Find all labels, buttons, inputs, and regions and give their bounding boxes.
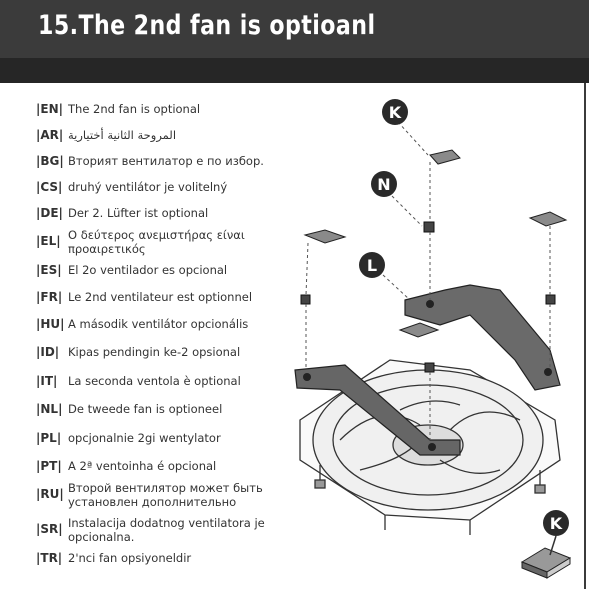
lang-code: |DE| [36,206,63,220]
lang-row-ru [36,481,296,509]
label-l-text: L [366,256,378,275]
label-k-bottom-text: K [549,514,563,533]
lang-code: |ES| [36,263,62,277]
lang-code: |EL| [36,234,61,248]
header-band [0,58,589,83]
lang-row-es [36,263,296,277]
label-k-bottom [543,510,569,536]
lang-row-de [36,206,296,220]
lang-text: The 2nd fan is optional [68,102,201,116]
label-k-top [382,99,408,125]
lang-text: opcjonalnie 2gi wentylator [68,431,221,445]
lang-row-el [36,228,296,256]
lang-code: |HU| [36,317,65,331]
lang-text: A második ventilátor opcionális [68,317,249,331]
label-n [371,171,397,197]
lang-code: |AR| [36,128,64,142]
lang-text: Der 2. Lüfter ist optional [68,206,209,220]
title-bar [0,0,589,58]
lang-row-tr [36,551,296,565]
lang-code: |NL| [36,402,63,416]
lang-row-ar [36,128,296,142]
lang-code: |SR| [36,522,63,536]
lang-text: El 2o ventilador es opcional [68,263,228,277]
lang-row-fr [36,290,296,304]
lang-code: |IT| [36,374,58,388]
label-l [359,252,385,278]
lang-text: المروحة الثانية أختيارية [68,128,177,142]
label-k-top-text: K [388,103,402,122]
pad [305,230,345,243]
lang-code: |TR| [36,551,63,565]
page-title: 15.The 2nd fan is optioanl [38,10,376,41]
lang-code: |EN| [36,102,64,116]
lang-text: A 2ª ventoinha é opcional [68,459,217,473]
lang-text: Ο δεύτερος ανεμιστήρας είναι προαιρετικός [68,228,245,256]
lang-code: |ID| [36,345,60,359]
lang-text: La seconda ventola è optional [68,374,241,388]
lang-row-it [36,374,296,388]
lang-row-id [36,345,296,359]
lang-code: |RU| [36,487,64,501]
right-border [584,83,586,589]
lang-text: Instalacija dodatnog ventilatora je opcionalna. [68,516,265,544]
pad-detail [522,536,570,578]
lang-row-cs [36,180,296,194]
lang-row-sr [36,516,296,544]
lang-text: Вторият вентилатор е по избор. [68,154,264,168]
pad [400,323,438,337]
lang-text: Le 2nd ventilateur est optionnel [68,290,253,304]
lang-text: De tweede fan is optioneel [68,402,223,416]
lang-code: |PL| [36,431,62,445]
fan-mount-diagram [280,90,580,585]
lang-text: 2'nci fan opsiyoneldir [68,551,192,565]
lang-text: Kipas pendingin ke-2 opsional [68,345,241,359]
lang-row-en [36,102,296,116]
lang-row-pt [36,459,296,473]
lang-text: druhý ventilátor je volitelný [68,180,228,194]
pad [530,212,566,226]
lang-code: |CS| [36,180,63,194]
lang-code: |PT| [36,459,62,473]
lang-row-hu [36,317,296,331]
lang-text: Второй вентилятор может быть установлен дополнительно [68,481,263,509]
lang-row-nl [36,402,296,416]
lang-row-bg [36,154,296,168]
lang-row-pl [36,431,296,445]
lang-code: |FR| [36,290,63,304]
pad [430,150,460,164]
label-n-text: N [377,175,391,194]
lang-code: |BG| [36,154,64,168]
